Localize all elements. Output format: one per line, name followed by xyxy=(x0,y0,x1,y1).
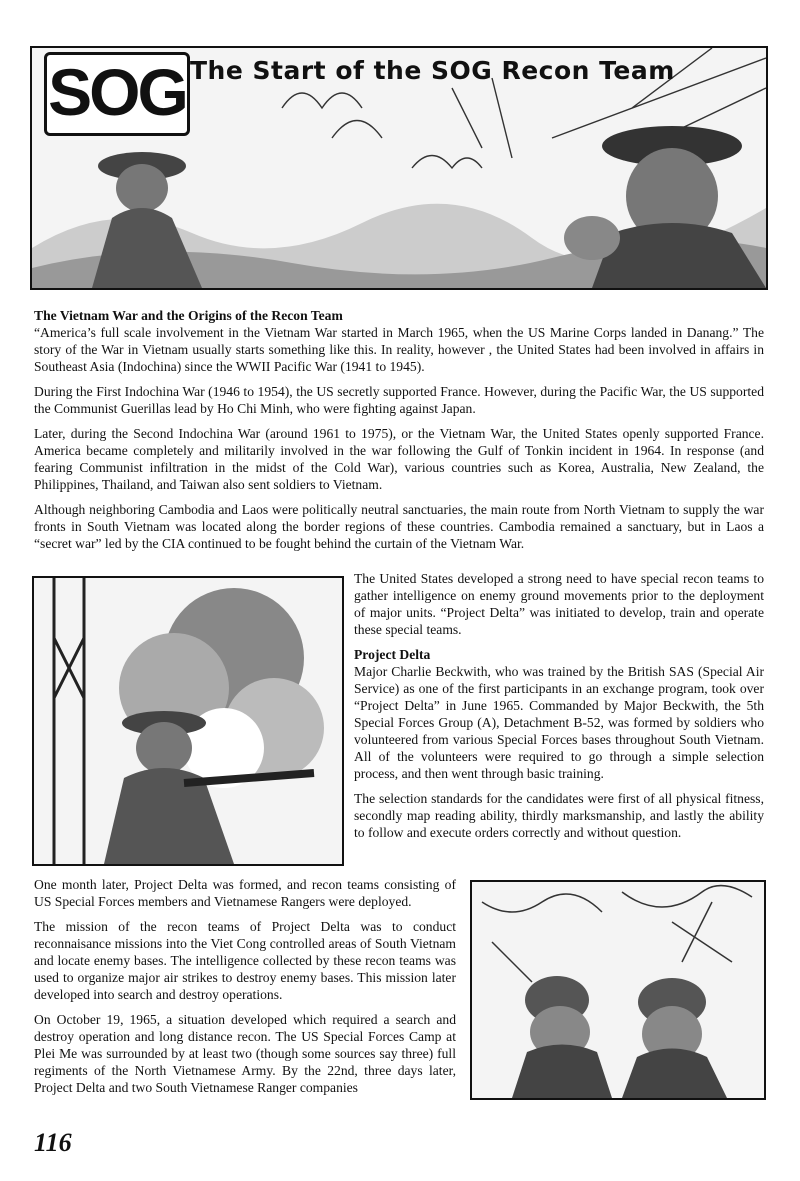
paragraph: Major Charlie Beckwith, who was trained by the British SAS (Special Air Service) as one of the first participants in an exchange program, took over “Project Delta” in June 1965. Commanded by Major Beckwith, the 5th Special Forces Group (A), Detachment B-52, was formed by soldiers who volunteered from various Special Forces bases throughout South Vietnam. All of the volunteers were required to go through a simple selection process, and then went through basic training. xyxy=(354,664,764,781)
section-heading: The Vietnam War and the Origins of the Recon Team xyxy=(34,308,343,323)
paragraph: The mission of the recon teams of Project Delta was to conduct reconnaisance missions into the Viet Cong controlled areas of South Vietnam and locate enemy bases. The intelligence collected by these recon teams was used to organize major air strikes to destroy enemy bases. This mission later developed into search and destroy operations. xyxy=(34,919,456,1002)
paragraph: The selection standards for the candidates were first of all physical fitness, secondly map reading ability, thirdly marksmanship, and lastly the ability to follow and execute orders correctly and without question. xyxy=(354,791,764,840)
project-delta-section xyxy=(354,570,764,849)
paragraph: Later, during the Second Indochina War (around 1961 to 1975), or the Vietnam War, the United States openly supported France. America became completely and militarily involved in the war following the Gulf of Tonkin incident in 1964. In response (and fearing Communist infiltration in the midst of the Cold War), various countries such as Korea, Australia, New Zealand, the Philippines, Thailand, and Taiwan also sent soldiers to Vietnam. xyxy=(34,426,764,492)
intro-section xyxy=(34,307,764,560)
paragraph: During the First Indochina War (1946 to 1954), the US secretly supported France. However, during the Pacific War, the US supported the Communist Guerillas lead by Ho Chi Minh, who were fighting against Japan. xyxy=(34,384,764,416)
jungle-soldiers-illustration xyxy=(470,880,766,1100)
recon-missions-section xyxy=(34,876,456,1104)
paragraph: Although neighboring Cambodia and Laos were politically neutral sanctuaries, the main route from North Vietnam to supply the war fronts in South Vietnam was located along the border regions of these countries. Cambodia remained a sanctuary, but in Laos a “secret war” led by the CIA continued to be fought behind the curtain of the Vietnam War. xyxy=(34,502,764,551)
page-title: The Start of the SOG Recon Team xyxy=(190,56,675,85)
paragraph: On October 19, 1965, a situation developed which required a search and destroy operation and long distance recon. The US Special Forces Camp at Plei Me was surrounded by at least two (though some sources say three) full regiments of the North Vietnamese Army. By the 22nd, three days later, Project Delta and two South Vietnamese Ranger companies xyxy=(34,1012,456,1095)
page-number: 116 xyxy=(34,1128,72,1157)
paragraph: The United States developed a strong need to have special recon teams to gather intelligence on enemy ground movements prior to the deployment of major units. “Project Delta” was initiated to develop, train and operate these special teams. xyxy=(354,571,764,637)
paragraph: One month later, Project Delta was formed, and recon teams consisting of US Special Forces members and Vietnamese Rangers were deployed. xyxy=(34,877,456,909)
paragraph: “America’s full scale involvement in the Vietnam War started in March 1965, when the US Marine Corps landed in Danang.” The story of the War in Vietnam usually starts something like this. In reality, however , the United States had been involved in affairs in Southeast Asia (Indochina) since the WWII Pacific War (1941 to 1945). xyxy=(34,325,764,374)
section-heading: Project Delta xyxy=(354,647,431,662)
explosion-illustration xyxy=(32,576,344,866)
sog-logo: SOG xyxy=(44,52,190,136)
